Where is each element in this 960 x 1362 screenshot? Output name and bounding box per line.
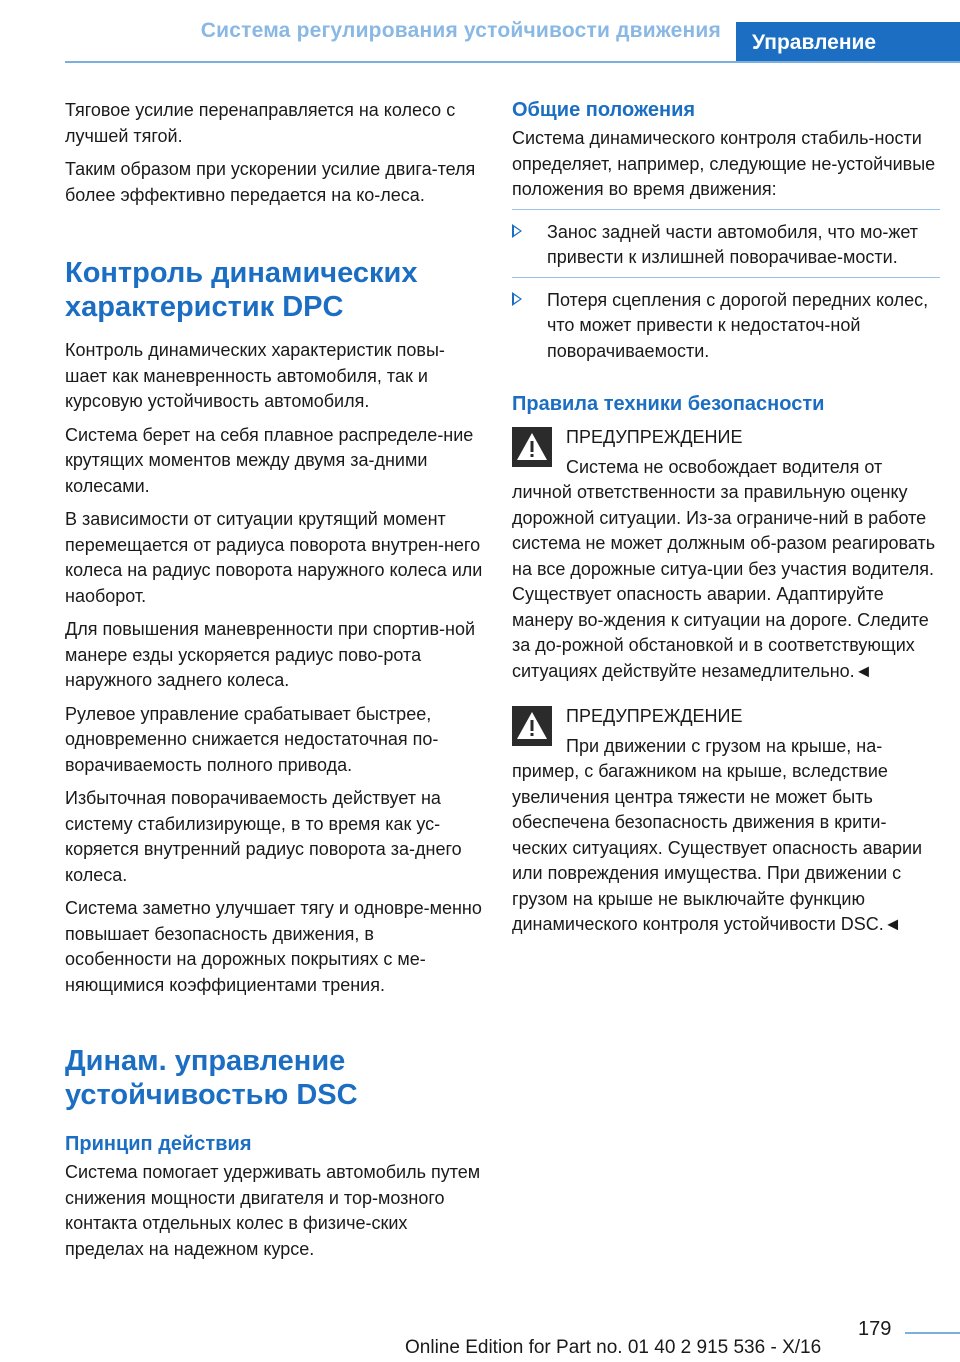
warning-text: Система не освобождает водителя от личной ответственности за правильную оценку дорожной ситуации. Из-за ограниче-ний в работе система не может должным об-разом реагировать на все дорожные ситуа-ции без участия водителя. Существует опасность аварии. Адаптируйте манеру во-ждения к ситуации на дороге. Следите за до-рожной обстановкой и в соответствующих ситуациях действуйте незамедлительно.◄ [512, 456, 936, 681]
bullet-list [512, 209, 940, 371]
paragraph: Контроль динамических характеристик повы-шает как маневренность автомобиля, так и курсовую устойчивость автомобиля. [65, 340, 445, 411]
paragraph: Рулевое управление срабатывает быстрее, одновременно снижается недостаточная по-ворачиваемость полного привода. [65, 703, 439, 775]
spacer [65, 1006, 485, 1044]
heading-dpc: Контроль динамических характеристик DPC [65, 257, 418, 323]
heading-safety: Правила техники безопасности [512, 393, 825, 415]
warning-triangle-icon [512, 427, 552, 467]
warning-label: ПРЕДУПРЕЖДЕНИЕ [566, 427, 743, 447]
spacer [65, 216, 485, 256]
header-rule [65, 61, 960, 63]
paragraph: Система заметно улучшает тягу и одновре-менно повышает безопасность движения, в особенности на дорожных покрытиях с ме-няющимися коэффициентами трения. [65, 898, 482, 995]
list-item-text: Потеря сцепления с дорогой передних колес, что может привести к недостаточ-ной поворачиваемости. [547, 289, 929, 361]
triangle-bullet-icon [512, 224, 522, 238]
left-column [65, 98, 485, 1270]
running-header-section: Система регулирования устойчивости движения [200, 18, 721, 42]
spacer [65, 1112, 485, 1132]
warning-label: ПРЕДУПРЕЖДЕНИЕ [566, 706, 743, 726]
paragraph: Избыточная поворачиваемость действует на систему стабилизирующе, в то время как ус-коряется внутренний радиус поворота за-днего колеса. [65, 788, 462, 885]
warning-block [512, 425, 940, 684]
heading-dsc: Динам. управление устойчивостью DSC [65, 1045, 358, 1111]
list-item [512, 277, 940, 371]
warning-block [512, 704, 940, 938]
triangle-bullet-icon [512, 292, 522, 306]
list-item [512, 209, 940, 277]
paragraph: Тяговое усилие перенаправляется на колесо с лучшей тягой. [65, 100, 456, 146]
spacer [65, 324, 485, 338]
heading-principle: Принцип действия [65, 1133, 252, 1155]
paragraph: Для повышения маневренности при спортив-ной манере езды ускоряется радиус пово-рота наружного заднего колеса. [65, 619, 476, 690]
paragraph: Система динамического контроля стабиль-ности определяет, например, следующие не-устойчивые положения во время движения: [512, 128, 936, 199]
warning-triangle-icon [512, 706, 552, 746]
page-number: 179 [858, 1318, 892, 1340]
paragraph: Система помогает удерживать автомобиль путем снижения мощности двигателя и тор-мозного контакта отдельных колес в физиче-ских пределах на надежном курсе. [65, 1162, 481, 1259]
right-column [512, 98, 940, 958]
edition-note: Online Edition for Part no. 01 40 2 915 536 - X/16 [405, 1337, 822, 1358]
warning-text: При движении с грузом на крыше, на-пример, с багажником на крыше, вследствие увеличения центра тяжести не может быть обеспечена безопасность движения в крити-ческих ситуациях. Существует опасность аварии или повреждения имущества. При движении с грузом на крыше не выключайте функцию динамического контроля устойчивости DSC.◄ [512, 735, 923, 934]
spacer [512, 370, 940, 392]
footer-rule [905, 1332, 960, 1334]
paragraph: Таким образом при ускорении усилие двига-теля более эффективно передается на ко-леса. [65, 159, 476, 205]
heading-general: Общие положения [512, 99, 696, 121]
running-header-chapter-tab: Управление [736, 22, 960, 63]
list-item-text: Занос задней части автомобиля, что мо-жет привести к излишней поворачивае-мости. [547, 221, 919, 267]
paragraph: В зависимости от ситуации крутящий момент перемещается от радиуса поворота внутрен-него колеса на радиус поворота наружного колеса или наоборот. [65, 509, 483, 606]
paragraph: Система берет на себя плавное распределе-ние крутящих моментов между двумя за-дними колесами. [65, 424, 474, 496]
